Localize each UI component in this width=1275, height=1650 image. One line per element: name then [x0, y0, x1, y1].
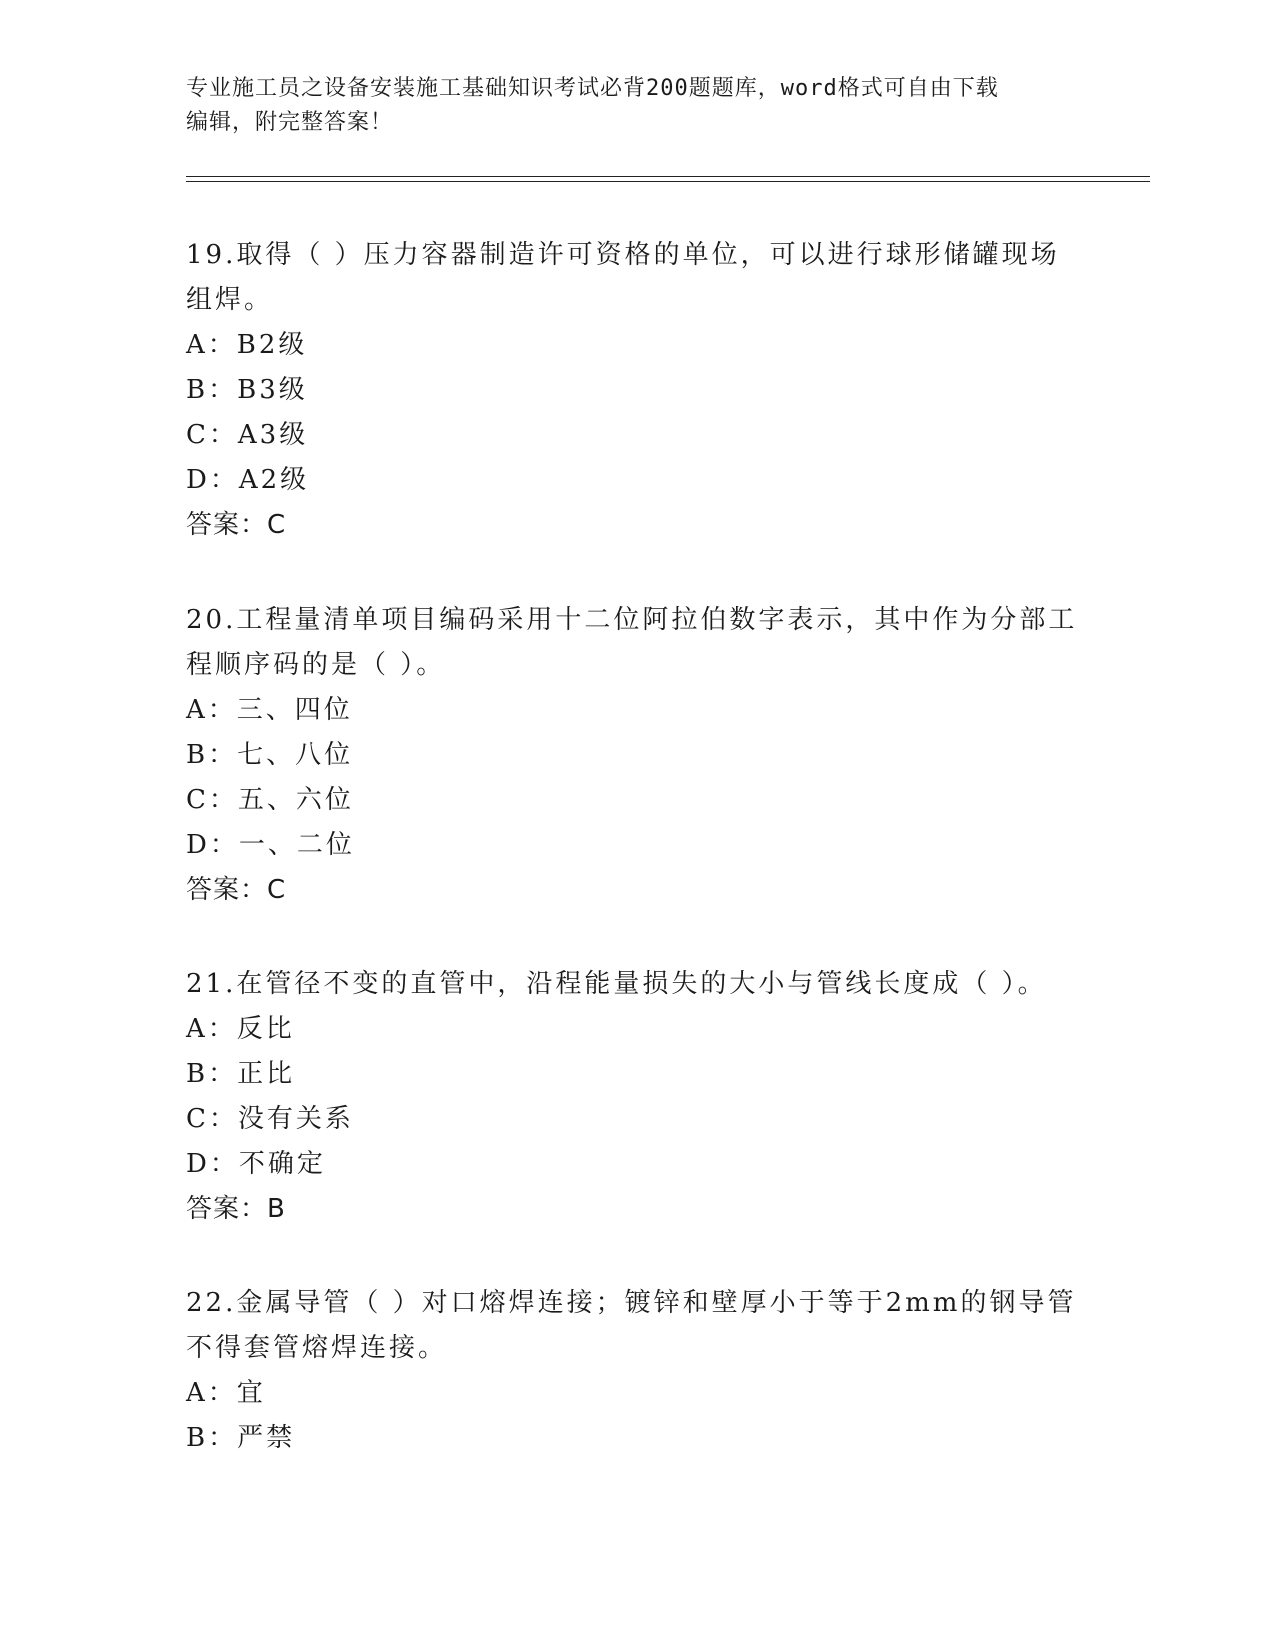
document-header — [186, 72, 1066, 140]
question-22 — [186, 1281, 1086, 1461]
question-19 — [186, 233, 1086, 548]
option-a: A：三、四位 — [186, 695, 353, 725]
option-c: C：A3级 — [186, 420, 309, 450]
question-21 — [186, 962, 1086, 1232]
question-stem-line: 19.取得（ ）压力容器制造许可资格的单位，可以进行球形储罐现场 — [186, 240, 1060, 270]
option-d: D：一、二位 — [186, 830, 355, 860]
option-c: C：没有关系 — [186, 1104, 354, 1134]
question-stem-line: 程顺序码的是（ ）。 — [186, 650, 446, 680]
question-stem-line: 20.工程量清单项目编码采用十二位阿拉伯数字表示，其中作为分部工 — [186, 605, 1078, 635]
option-a: A：B2级 — [186, 330, 308, 360]
header-divider-top — [186, 176, 1150, 177]
question-stem-line: 21.在管径不变的直管中，沿程能量损失的大小与管线长度成（ ）。 — [186, 969, 1047, 999]
header-title-line-2: 编辑，附完整答案！ — [186, 110, 394, 135]
question-stem-line: 不得套管熔焊连接。 — [186, 1333, 448, 1363]
option-b: B：七、八位 — [186, 740, 354, 770]
answer-text: 答案：B — [186, 1194, 286, 1224]
option-a: A：宜 — [186, 1378, 266, 1408]
option-c: C：五、六位 — [186, 785, 354, 815]
question-20 — [186, 598, 1086, 913]
option-d: D：A2级 — [186, 465, 310, 495]
option-b: B：严禁 — [186, 1423, 296, 1453]
question-stem-line: 22.金属导管（ ）对口熔焊连接；镀锌和壁厚小于等于2mm的钢导管 — [186, 1288, 1077, 1318]
option-b: B：B3级 — [186, 375, 308, 405]
question-stem-line: 组焊。 — [186, 285, 274, 315]
option-b: B：正比 — [186, 1059, 296, 1089]
header-title-line-1: 专业施工员之设备安装施工基础知识考试必背200题题库，word格式可自由下载 — [186, 76, 999, 101]
option-a: A：反比 — [186, 1014, 295, 1044]
answer-text: 答案：C — [186, 510, 287, 540]
answer-text: 答案：C — [186, 875, 287, 905]
option-d: D：不确定 — [186, 1149, 326, 1179]
header-divider-bottom — [186, 181, 1150, 182]
